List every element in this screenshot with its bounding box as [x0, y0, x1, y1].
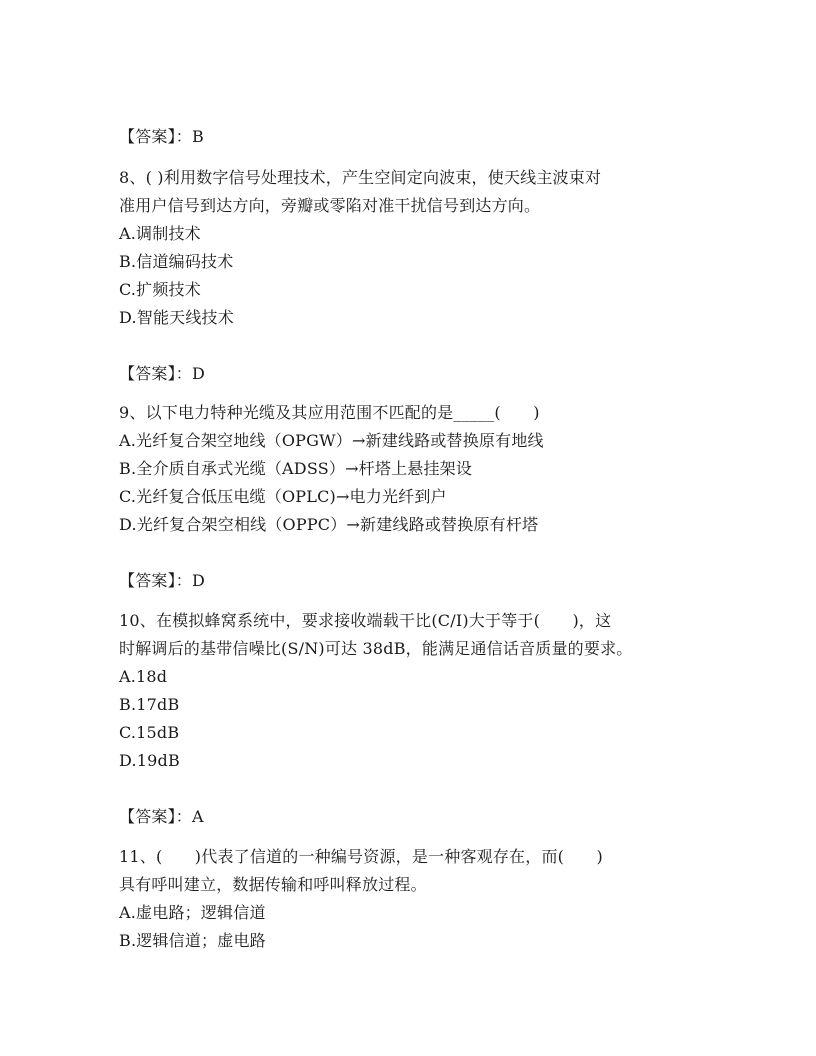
question-10-option-b: B.17dB [119, 695, 180, 714]
question-9-option-b: B.全介质自承式光缆（ADSS）→杆塔上悬挂架设 [119, 459, 473, 478]
question-11-stem-line-1: 11、( )代表了信道的一种编号资源，是一种客观存在，而( ) [119, 847, 603, 866]
answer-line-7: 【答案】：B [119, 127, 204, 146]
question-8-option-d: D.智能天线技术 [119, 308, 234, 327]
question-8-option-a: A.调制技术 [119, 224, 201, 243]
question-10-stem-line-2: 时解调后的基带信噪比(S/N)可达 38dB，能满足通信话音质量的要求。 [119, 639, 633, 658]
question-8-option-b: B.信道编码技术 [119, 252, 234, 271]
question-8-stem-line-1: 8、( )利用数字信号处理技术，产生空间定向波束，使天线主波束对 [119, 168, 602, 187]
answer-line-10: 【答案】：A [119, 807, 204, 826]
question-8-stem-line-2: 准用户信号到达方向，旁瓣或零陷对准干扰信号到达方向。 [119, 196, 541, 215]
answer-line-9: 【答案】：D [119, 571, 206, 590]
question-11-stem-line-2: 具有呼叫建立，数据传输和呼叫释放过程。 [119, 875, 427, 894]
question-10-stem-line-1: 10、在模拟蜂窝系统中，要求接收端载干比(C/I)大于等于( )，这 [119, 611, 612, 630]
question-9-option-d: D.光纤复合架空相线（OPPC）→新建线路或替换原有杆塔 [119, 515, 539, 534]
question-9-option-c: C.光纤复合低压电缆（OPLC)→电力光纤到户 [119, 487, 447, 506]
question-10-option-d: D.19dB [119, 751, 180, 770]
question-10-option-a: A.18d [119, 667, 168, 686]
question-9-option-a: A.光纤复合架空地线（OPGW）→新建线路或替换原有地线 [119, 431, 544, 450]
question-11-option-a: A.虚电路；逻辑信道 [119, 903, 266, 922]
answer-line-8: 【答案】：D [119, 364, 206, 383]
question-8-option-c: C.扩频技术 [119, 280, 201, 299]
question-11-option-b: B.逻辑信道；虚电路 [119, 931, 266, 950]
question-9-stem-line-1: 9、以下电力特种光缆及其应用范围不匹配的是_____( ) [119, 403, 540, 422]
question-10-option-c: C.15dB [119, 723, 180, 742]
